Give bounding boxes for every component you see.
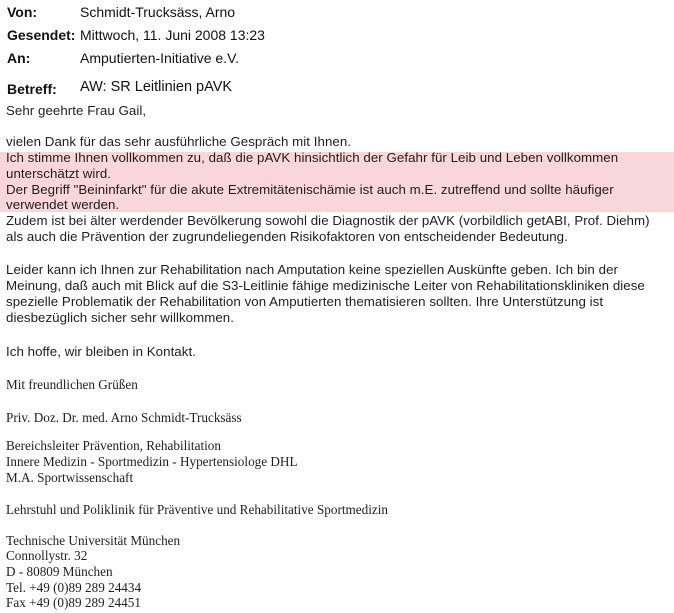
body-line: Leider kann ich Ihnen zur Rehabilitation nach Amputation keine speziellen Auskünfte geben. Ich bin der	[6, 262, 618, 277]
body-line: Zudem ist bei älter werdender Bevölkerung sowohl die Diagnostik der pAVK (vorbildlich getABI, Prof. Diehm)	[6, 213, 650, 228]
body-line: verwendet werden.	[6, 197, 120, 212]
address-line: Technische Universität München	[6, 533, 181, 548]
body-line: unterschätzt wird.	[6, 166, 112, 181]
salutation: Sehr geehrte Frau Gail,	[6, 103, 147, 118]
sent-value: Mittwoch, 11. Juni 2008 13:23	[80, 27, 265, 43]
signature-name: Priv. Doz. Dr. med. Arno Schmidt-Trucksäss	[6, 410, 242, 425]
body-line: spezielle Problematik der Rehabilitation von Amputierten thematisieren sollten. Ihre Unterstützung ist	[6, 294, 604, 309]
body-line: diesbezüglich sicher sehr willkommen.	[6, 310, 234, 325]
body-line: Der Begriff "Beininfarkt" für die akute Extremitätenischämie ist auch m.E. zutreffend und sollte häufiger	[6, 182, 614, 197]
signature-department: Lehrstuhl und Poliklinik für Präventive und Rehabilitative Sportmedizin	[6, 502, 389, 517]
from-label: Von:	[7, 4, 38, 20]
signature-role: Innere Medizin - Sportmedizin - Hypertensiologe DHL	[6, 454, 298, 469]
body-line: als auch die Prävention der zugrundeliegenden Risikofaktoren von entscheidender Bedeutung.	[6, 229, 568, 244]
signature-role: M.A. Sportwissenschaft	[6, 470, 134, 485]
to-value: Amputierten-Initiative e.V.	[80, 50, 240, 66]
from-value: Schmidt-Trucksäss, Arno	[80, 4, 236, 20]
address-line: Fax +49 (0)89 289 24451	[6, 595, 141, 610]
body-line: Ich stimme Ihnen vollkommen zu, daß die pAVK hinsichtlich der Gefahr für Leib und Leben vollkommen	[6, 150, 619, 165]
sent-label: Gesendet:	[7, 27, 76, 43]
body-line: Ich hoffe, wir bleiben in Kontakt.	[6, 344, 196, 359]
subject-value: AW: SR Leitlinien pAVK	[80, 79, 233, 95]
address-line: Tel. +49 (0)89 289 24434	[6, 580, 142, 595]
signature-role: Bereichsleiter Prävention, Rehabilitation	[6, 438, 221, 453]
body-line: vielen Dank für das sehr ausführliche Gespräch mit Ihnen.	[6, 134, 352, 149]
address-line: Connollystr. 32	[6, 548, 88, 563]
body-line: Meinung, daß auch mit Blick auf die S3-Leitlinie fähige medizinische Leiter von Rehabilitationskliniken diese	[6, 278, 645, 293]
closing: Mit freundlichen Grüßen	[6, 377, 138, 392]
address-line: D - 80809 München	[6, 564, 113, 579]
subject-label: Betreff:	[7, 81, 57, 97]
to-label: An:	[7, 50, 31, 66]
